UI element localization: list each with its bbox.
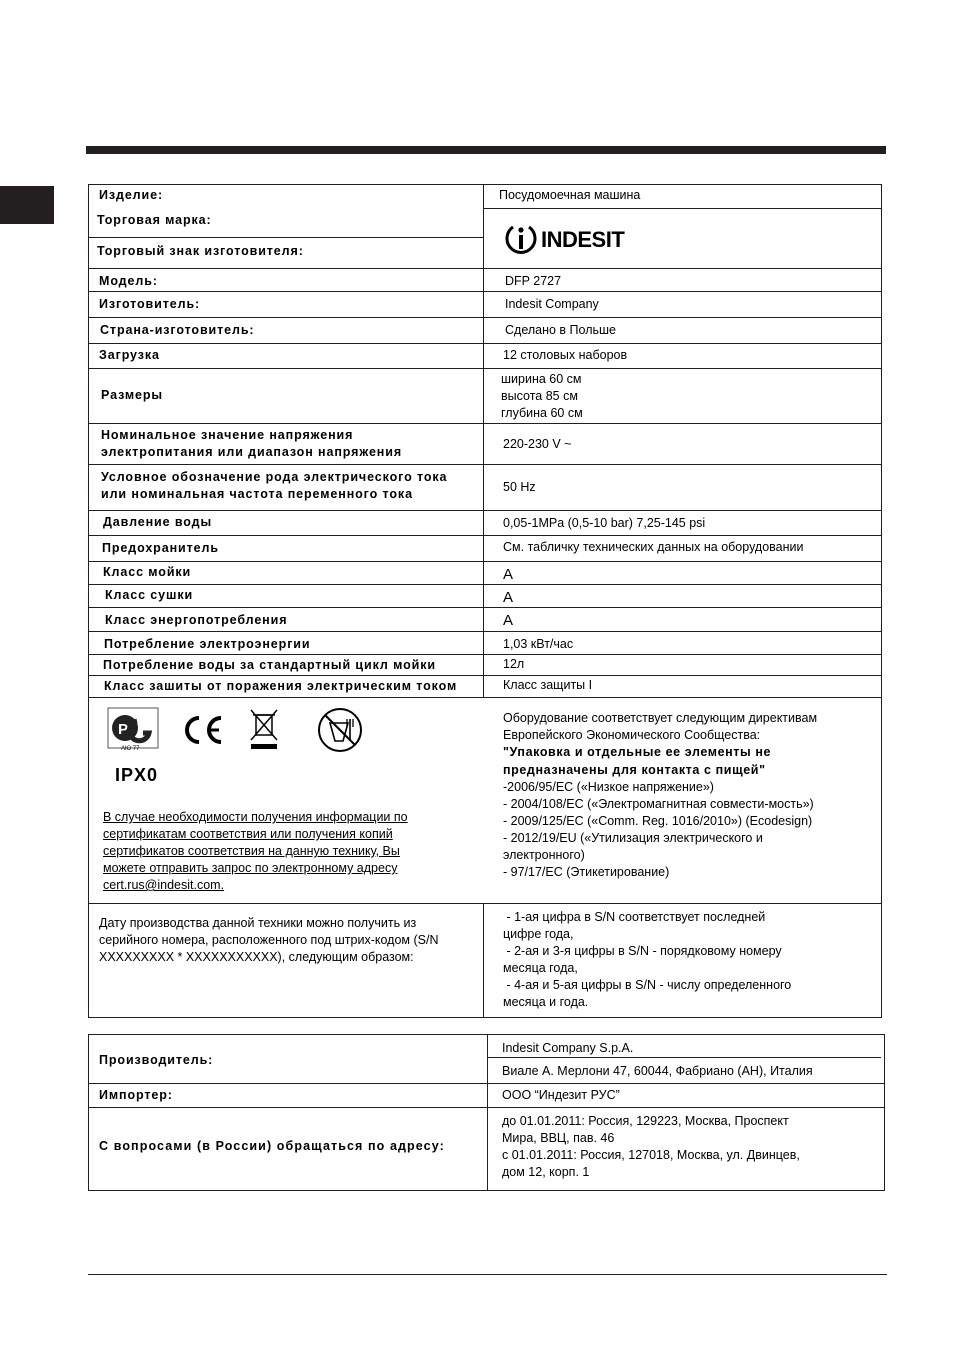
label-wash-class: Класс мойки [103,565,192,579]
value-producer-name: Indesit Company S.p.A. [502,1041,634,1055]
value-water-pressure: 0,05-1MPa (0,5-10 bar) 7,25-145 psi [503,516,706,530]
footer-rule [88,1274,887,1275]
row-divider [89,423,882,424]
header-bar [86,146,886,154]
row-divider [89,317,882,318]
ipx-rating: IPX0 [115,765,159,785]
value-height: высота 85 см [501,389,578,403]
row-divider [89,268,882,269]
directive-line: - 2009/125/EC («Comm. Reg. 1016/2010») (Ecodesign) [503,814,813,828]
directive-intro-line: Оборудование соответствует следующим директивам [503,711,818,725]
label-model: Модель: [99,274,158,288]
brand-logo-text: INDESIT [541,227,625,252]
directive-line: -2006/95/EC («Низкое напряжение») [503,780,714,794]
value-depth: глубина 60 см [501,406,583,420]
ce-mark-icon [179,712,227,748]
row-divider [89,654,882,655]
label-water-pressure: Давление воды [103,515,213,529]
label-fuse: Предохранитель [102,541,219,555]
directive-line: электронного) [503,848,585,862]
serial-rule-line: месяца и года. [503,995,589,1009]
row-divider [89,903,882,904]
row-divider [89,368,882,369]
serial-rule-line: месяца года, [503,961,578,975]
cert-note-line: сертификатов соответствия на данную технику, Вы [103,844,400,858]
cert-note-line: В случае необходимости получения информации по [103,810,408,824]
label-importer: Импортер: [99,1088,173,1102]
label-load: Загрузка [99,348,160,362]
label-energy-class: Класс энергопотребления [105,613,288,627]
value-frequency: 50 Hz [503,480,536,494]
row-divider [89,1083,884,1084]
value-voltage: 220-230 V ~ [503,437,572,451]
directive-line: - 2004/108/EC («Электромагнитная совмести-мость») [503,797,814,811]
label-current-line2: или номинальная частота переменного тока [101,487,413,501]
column-divider [487,1035,488,1190]
row-divider [89,675,882,676]
label-contact: С вопросами (в России) обращаться по адресу: [99,1139,445,1153]
value-producer-address: Виале А. Мерлони 47, 60044, Фабриано (АН), Италия [502,1064,813,1078]
row-divider [89,631,882,632]
serial-rule-line: - 4-ая и 5-ая цифры в S/N - числу определенного [503,978,792,992]
label-manufacturer: Изготовитель: [99,297,201,311]
value-protection-class: Класс защиты I [503,678,593,692]
svg-text:P: P [118,721,129,738]
value-dry-class: A [503,589,514,606]
value-wash-class: A [503,566,514,583]
indesit-i-icon [503,221,539,257]
label-protection-class: Класс зашиты от поражения электрическим током [104,679,458,693]
indesit-logo [503,221,633,257]
contact-line: Мира, ВВЦ, пав. 46 [502,1131,615,1145]
rostest-mark-icon [107,707,159,757]
label-producer: Производитель: [99,1053,214,1067]
label-dimensions: Размеры [101,388,163,402]
row-divider [488,1057,881,1058]
row-divider [484,208,882,209]
value-country: Сделано в Польше [505,323,616,337]
label-current-line1: Условное обозначение рода электрического тока [101,470,448,484]
value-energy-consumption: 1,03 кВт/час [503,637,574,651]
row-divider [89,510,882,511]
label-voltage-line2: электропитания или диапазон напряжения [101,445,403,459]
value-manufacturer: Indesit Company [505,297,599,311]
row-divider [89,607,882,608]
label-dry-class: Класс сушки [105,588,194,602]
directive-line: - 97/17/EC (Этикетирование) [503,865,670,879]
row-divider [89,561,882,562]
label-energy-consumption: Потребление электроэнергии [104,637,311,651]
rostest-caption: АЮ 77 [121,746,140,752]
directive-food-contact-line: предназначены для контакта с пищей" [503,763,766,777]
directive-intro-line: Европейского Экономического Сообщества: [503,728,761,742]
weee-bin-icon [247,707,281,751]
value-water-consumption: 12л [503,657,525,671]
row-divider [89,535,882,536]
serial-rule-line: - 1-ая цифра в S/N соответствует последней [503,910,766,924]
row-divider [89,1107,884,1108]
directive-food-contact-line: "Упаковка и отдельные ее элементы не [503,745,772,759]
row-divider [89,464,882,465]
specs-table [88,184,882,1018]
value-fuse: См. табличку технических данных на оборудовании [503,540,804,554]
label-trademark: Торговая марка: [97,213,212,227]
contact-line: до 01.01.2011: Россия, 129223, Москва, Проспект [502,1114,789,1128]
contact-line: дом 12, корп. 1 [502,1165,590,1179]
cert-note-line: сертификатам соответствия или получения копий [103,827,393,841]
label-country: Страна-изготовитель: [100,323,255,337]
value-load: 12 столовых наборов [503,348,628,362]
label-water-consumption: Потребление воды за стандартный цикл мойки [103,658,436,672]
value-energy-class: A [503,612,514,629]
value-importer: ООО “Индезит РУС” [502,1088,620,1102]
row-divider [89,697,882,698]
directive-line: - 2012/19/EU («Утилизация электрического и [503,831,763,845]
row-divider [89,237,483,238]
production-date-line: серийного номера, расположенного под штрих-кодом (S/N [99,933,439,947]
production-date-line: Дату производства данной техники можно получить из [99,916,417,930]
language-tab [0,186,54,224]
label-manufacturer-mark: Торговый знак изготовителя: [97,244,304,258]
cert-email-link[interactable]: cert.rus@indesit.com. [103,878,225,892]
row-divider [89,343,882,344]
importer-table [88,1034,885,1191]
value-width: ширина 60 см [501,372,582,386]
column-divider [483,185,484,697]
label-product: Изделие: [99,188,164,202]
not-for-food-contact-icon [317,707,363,753]
cert-note-line: можете отправить запрос по электронному адресу [103,861,398,875]
value-product: Посудомоечная машина [499,188,641,202]
value-model: DFP 2727 [505,274,562,288]
row-divider [89,584,882,585]
label-voltage-line1: Номинальное значение напряжения [101,428,354,442]
row-divider [89,291,882,292]
column-divider [483,903,484,1018]
serial-rule-line: - 2-ая и 3-я цифры в S/N - порядковому номеру [503,944,782,958]
production-date-line: XXXXXXXXX * XXXXXXXXXXX), следующим образом: [99,950,414,964]
contact-line: с 01.01.2011: Россия, 127018, Москва, ул. Двинцев, [502,1148,800,1162]
serial-rule-line: цифре года, [503,927,574,941]
